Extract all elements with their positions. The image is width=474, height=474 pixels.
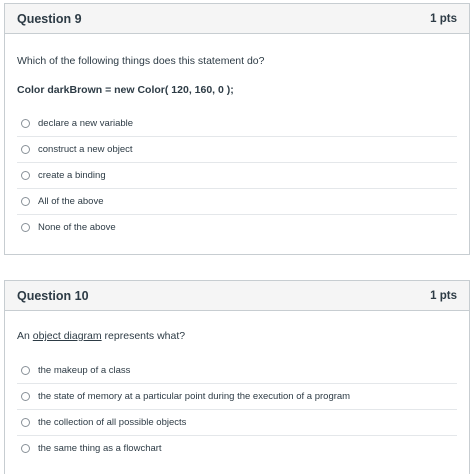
answer-option[interactable] [17,214,457,240]
radio-button[interactable] [21,418,30,427]
answer-option[interactable] [17,162,457,188]
question-9-title: Question 9 [17,11,82,26]
prompt-text-before: An [17,330,33,342]
radio-button[interactable] [21,119,30,128]
question-10-card [4,280,470,474]
question-9-prompt: Which of the following things does this statement do? [17,55,265,67]
answer-label: construct a new object [38,144,133,155]
prompt-text-after: represents what? [101,330,186,342]
question-9-header [5,4,469,34]
answer-option[interactable] [17,409,457,435]
radio-button[interactable] [21,366,30,375]
question-10-header [5,281,469,311]
radio-button[interactable] [21,444,30,453]
question-10-prompt [17,330,185,342]
answer-option[interactable] [17,435,457,461]
answer-option[interactable] [17,110,457,136]
question-9-answers [17,110,457,240]
question-9-points: 1 pts [430,12,457,25]
radio-button[interactable] [21,223,30,232]
radio-button[interactable] [21,171,30,180]
answer-label: All of the above [38,196,104,207]
radio-button[interactable] [21,197,30,206]
question-9-statement: Color darkBrown = new Color( 120, 160, 0 ); [17,84,234,96]
answer-option[interactable] [17,383,457,409]
answer-option[interactable] [17,188,457,214]
answer-label: the same thing as a flowchart [38,443,162,454]
question-10-points: 1 pts [430,289,457,302]
answer-option[interactable] [17,357,457,383]
answer-label: the state of memory at a particular point during the execution of a program [38,391,351,402]
question-10-answers [17,357,457,461]
radio-button[interactable] [21,392,30,401]
answer-option[interactable] [17,136,457,162]
answer-label: the collection of all possible objects [38,417,187,428]
question-10-title: Question 10 [17,288,89,303]
object-diagram-link[interactable]: object diagram [32,330,102,342]
answer-label: None of the above [38,222,116,233]
answer-label: the makeup of a class [38,364,131,376]
question-9-card [4,3,470,255]
answer-label: create a binding [38,170,106,181]
answer-label: declare a new variable [38,117,134,129]
radio-button[interactable] [21,145,30,154]
